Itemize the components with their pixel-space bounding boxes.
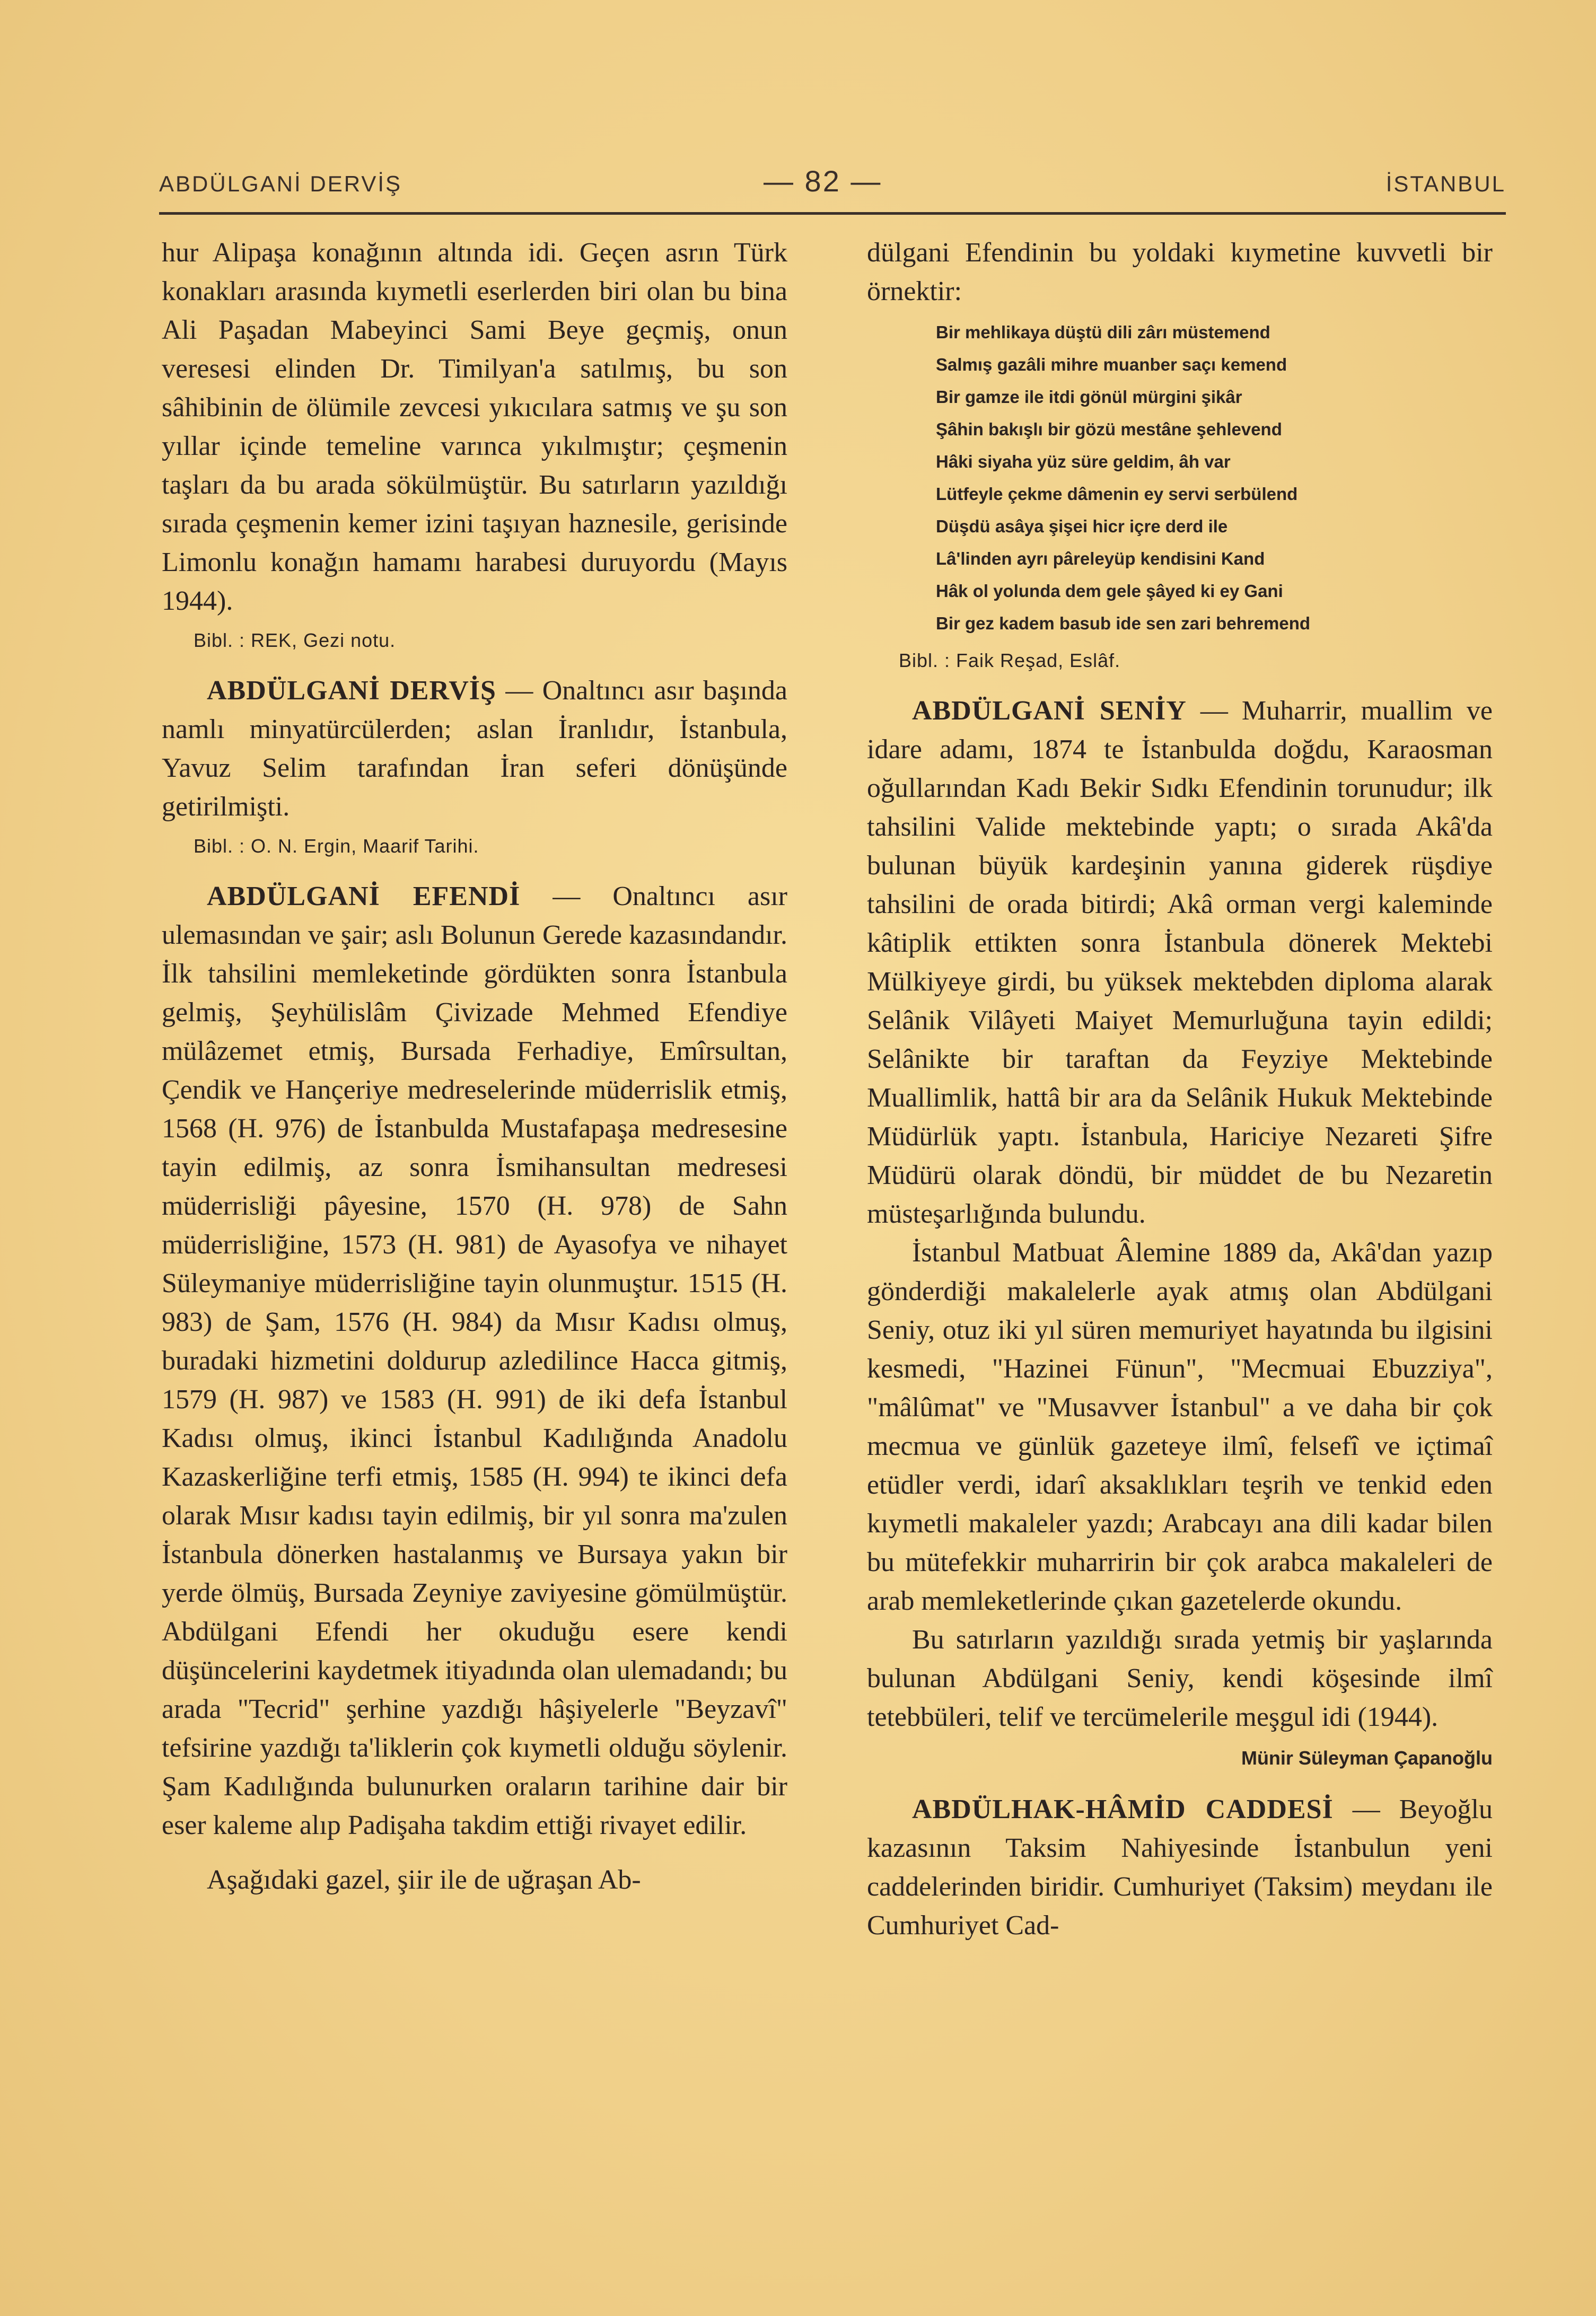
entry-text: — Onaltıncı asır başında namlı minyatürcülerden; aslan İranlıdır, İstanbula, Yavuz Selim tarafından İran seferi dönüşünde getirilmişti. <box>162 676 787 822</box>
entry-text-paragraph: Aşağıdaki gazel, şiir ile de uğraşan Ab- <box>207 1865 641 1895</box>
gazel-poem <box>936 316 1493 639</box>
entry-heading: ABDÜLGANİ DERVİŞ <box>207 676 496 706</box>
entry-abdulgani-seniy <box>867 691 1493 1233</box>
poem-line: Lütfeyle çekme dâmenin ey servi serbülend <box>936 484 1298 504</box>
entry-text: — Muharrir, muallim ve idare adamı, 1874 te İstanbulda doğdu, Karaosman oğullarından Kadı Bekir Sıdkı Efendinin torunudur; ilk tahsilini Valide mektebinde yaptı; o sırada Akâ'da bulunan büyük kardeşinin yanına giderek rüşdiye tahsilini de orada bitirdi; Akâ orman vergi kaleminde kâtiplik ettikten sonra İstanbula dönerek Mektebi Mülkiyeye girdi, bu yüksek mektebden diploma alarak Selânik Vilâyeti Maiyet Memurluğuna tayin edildi; Selânikte bir taraftan da Feyziye Mektebinde Muallimlik, hattâ bir ara da Selânik Hukuk Mektebinde Müdürlük yaptı. İstanbula, Hariciye Nezareti Şifre Müdürü olarak döndü, bir müddet de bu Nezaretin müsteşarlığında bulundu. <box>867 696 1493 1229</box>
poem-line: Hâki siyaha yüz süre geldim, âh var <box>936 452 1231 471</box>
entry-abdulhak-hamid-caddesi <box>867 1790 1493 1945</box>
header-left-title: ABDÜLGANİ DERVİŞ <box>159 171 402 196</box>
entry-text: — Onaltıncı asır ulemasından ve şair; aslı Bolunun Gerede kazasındandır. İlk tahsilini memleketinde gördükten sonra İstanbula gelmiş, Şeyhülislâm Çivizade Mehmed Efendiye mülâzemet etmiş, Bursada Ferhadiye, Emîrsultan, Çendik ve Hançeriye medreselerinde müderrislik etmiş, 1568 (H. 976) de İstanbulda Mustafapaşa medresesine tayin edilmiş, az sonra İsmihansultan medresesi müderrisliği pâyesine, 1570 (H. 978) de Sahn müderrisliğine, 1573 (H. 981) de Ayasofya ve nihayet Süleymaniye müderrisliğine tayin olunmuştur. 1515 (H. 983) de Şam, 1576 (H. 984) da Mısır Kadısı olmuş, buradaki hizmetini doldurup azledilince Hacca gitmiş, 1579 (H. 987) ve 1583 (H. 991) de iki defa İstanbul Kadısı olmuş, ikinci İstanbul Kadılığında Anadolu Kazaskerliğine terfi etmiş, 1585 (H. 994) te ikinci defa olarak Mısır kadısı tayin edilmiş, bir yıl sonra ma'zulen İstanbula dönerken hastalanmış ve Bursaya yakın bir yerde ölmüş, Bursada Zeyniye zaviyesine gömülmüştür. Abdülgani Efendi her okuduğu esere kendi düşüncelerini kaydetmek itiyadında olan ulemadandı; bu arada "Tecrid" şerhine yazdığı hâşiyelerle "Beyzavî" tefsirine yazdığı ta'liklerin çok kıymetli olduğu söylenir. Şam Kadılığında bulunurken oraların tarihine dair bir eser kaleme alıp Padişaha takdim ettiği rivayet edilir. <box>162 881 787 1840</box>
bibliography-note: Bibl. : Faik Reşad, Eslâf. <box>899 650 1121 671</box>
poem-line: Hâk ol yolunda dem gele şâyed ki ey Gani <box>936 581 1283 601</box>
page-number: — 82 — <box>764 164 882 198</box>
header-rule <box>159 212 1506 215</box>
entry-text-paragraph: İstanbul Matbuat Âlemine 1889 da, Akâ'dan yazıp gönderdiği makalelerle ayak atmış olan Abdülgani Seniy, otuz iki yıl süren memuriyet hayatında bu ilgisini kesmedi, "Hazinei Fünun", "Mecmuai Ebuzziya", "mâlûmat" ve "Musavver İstanbul" a ve daha bir çok mecmua ve günlük gazeteye ilmî, felsefî ve içtimaî etüdler verdi, idarî aksaklıkları teşrih ve tenkid eden kıymetli makaleler yazdı; Arabcayı ana dili kadar bilen bu mütefekkir muharririn bir çok arabca makaleleri de arab memleketlerinde çıkan gazetelerde okundu. <box>867 1238 1493 1616</box>
bibliography-note: Bibl. : REK, Gezi notu. <box>194 629 396 651</box>
entry-text: — Beyoğlu kazasının Taksim Nahiyesinde İstanbulun yeni caddelerinden biridir. Cumhuriyet (Taksim) meydanı ile Cumhuriyet Cad- <box>867 1794 1493 1941</box>
left-column <box>162 233 787 1899</box>
poem-line: Salmış gazâli mihre muanber saçı kemend <box>936 355 1287 374</box>
entry-text-paragraph: Bu satırların yazıldığı sırada yetmiş bir yaşlarında bulunan Abdülgani Seniy, kendi köşesinde ilmî tetebbüleri, telif ve tercümelerile meşgul idi (1944). <box>867 1625 1493 1732</box>
poem-line: Bir gamze ile itdi gönül mürgini şikâr <box>936 387 1242 407</box>
entry-continuation-text: dülgani Efendinin bu yoldaki kıymetine kuvvetli bir örnektir: <box>867 238 1493 306</box>
poem-line: Düşdü asâya şişei hicr içre derd ile <box>936 516 1228 536</box>
poem-line: Bir mehlikaya düştü dili zârı müstemend <box>936 322 1270 342</box>
bibliography-note: Bibl. : O. N. Ergin, Maarif Tarihi. <box>194 835 479 857</box>
running-header <box>159 162 1506 204</box>
entry-heading: ABDÜLGANİ EFENDİ <box>207 881 521 911</box>
entry-heading: ABDÜLHAK-HÂMİD CADDESİ <box>912 1794 1334 1824</box>
right-column <box>867 233 1493 1945</box>
poem-line: Bir gez kadem basub ide sen zari behremend <box>936 613 1311 633</box>
poem-line: Şâhin bakışlı bir gözü mestâne şehlevend <box>936 419 1282 439</box>
header-right-title: İSTANBUL <box>1385 171 1506 196</box>
author-signature: Münir Süleyman Çapanoğlu <box>1241 1747 1493 1769</box>
entry-abdulgani-efendi <box>162 877 787 1845</box>
entry-continuation-text: hur Alipaşa konağının altında idi. Geçen asrın Türk konakları arasında kıymetli eserlerden biri olan bu bina Ali Paşadan Mabeyinci Sami Beye geçmiş, onun veresesi elinden Dr. Timilyan'a satılmış, bu son sâhibinin de ölümile zevcesi yıkıcılara satmış ve şu son yıllar içinde temeline varınca yıkılmıştır; çeşmenin taşları da bu arada sökülmüştür. Bu satırların yazıldığı sırada çeşmenin kemer izini taşıyan haznesile, gerisinde Limonlu konağın hamamı harabesi duruyordu (Mayıs 1944). <box>162 238 787 616</box>
entry-abdulgani-dervis <box>162 671 787 826</box>
entry-heading: ABDÜLGANİ SENİY <box>912 696 1187 726</box>
poem-line: Lâ'linden ayrı pâreleyüp kendisini Kand <box>936 549 1265 568</box>
